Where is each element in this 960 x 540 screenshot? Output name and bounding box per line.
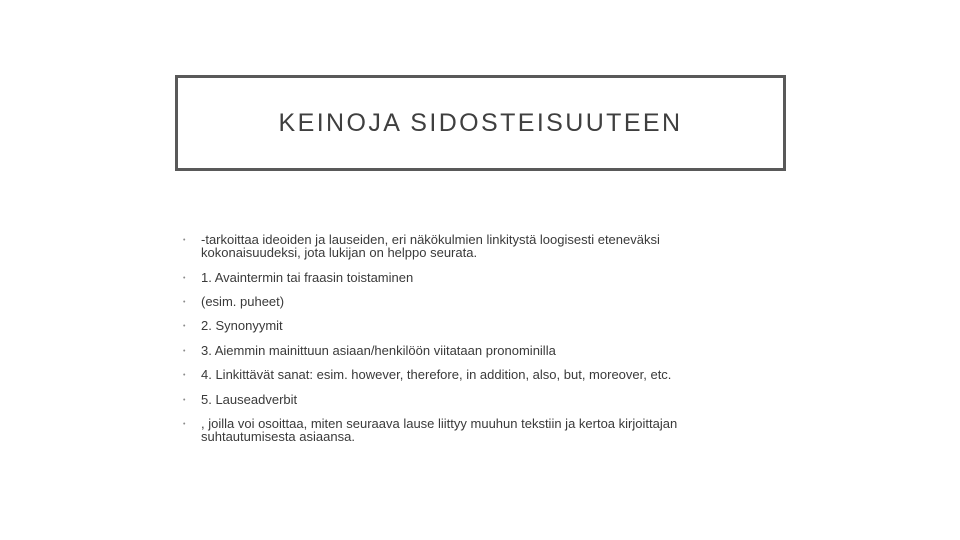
bullet-marker: • bbox=[183, 372, 186, 379]
bullet-marker: • bbox=[183, 397, 186, 404]
bullet-text: 4. Linkittävät sanat: esim. however, therefore, in addition, also, but, moreover, etc. bbox=[201, 367, 672, 382]
bullet-text: 2. Synonyymit bbox=[201, 318, 283, 333]
list-item bbox=[183, 271, 743, 285]
bullet-text: (esim. puheet) bbox=[201, 294, 285, 309]
list-item bbox=[183, 344, 743, 358]
bullet-marker: • bbox=[183, 237, 186, 244]
list-item bbox=[183, 233, 743, 259]
bullet-marker: • bbox=[183, 323, 186, 330]
list-item bbox=[183, 295, 743, 309]
bullet-marker: • bbox=[183, 299, 186, 306]
list-item bbox=[183, 319, 743, 333]
bullet-marker: • bbox=[183, 275, 186, 282]
title-box bbox=[175, 75, 786, 171]
bullet-text: -tarkoittaa ideoiden ja lauseiden, eri näkökulmien linkitystä loogisesti eteneväksi kokonaisuudeksi, jota lukijan on helppo seurata. bbox=[201, 232, 660, 260]
bullet-text: , joilla voi osoittaa, miten seuraava lause liittyy muuhun tekstiin ja kertoa kirjoittajan suhtautumisesta asiaansa. bbox=[201, 416, 678, 444]
list-item bbox=[183, 368, 743, 382]
list-item bbox=[183, 417, 743, 443]
slide-title: KEINOJA SIDOSTEISUUTEEN bbox=[278, 108, 683, 137]
bullet-list bbox=[183, 233, 743, 443]
bullet-text: 5. Lauseadverbit bbox=[201, 392, 298, 407]
bullet-marker: • bbox=[183, 348, 186, 355]
bullet-marker: • bbox=[183, 421, 186, 428]
list-item bbox=[183, 393, 743, 407]
bullet-text: 3. Aiemmin mainittuun asiaan/henkilöön viitataan pronominilla bbox=[201, 343, 556, 358]
bullet-text: 1. Avaintermin tai fraasin toistaminen bbox=[201, 270, 414, 285]
